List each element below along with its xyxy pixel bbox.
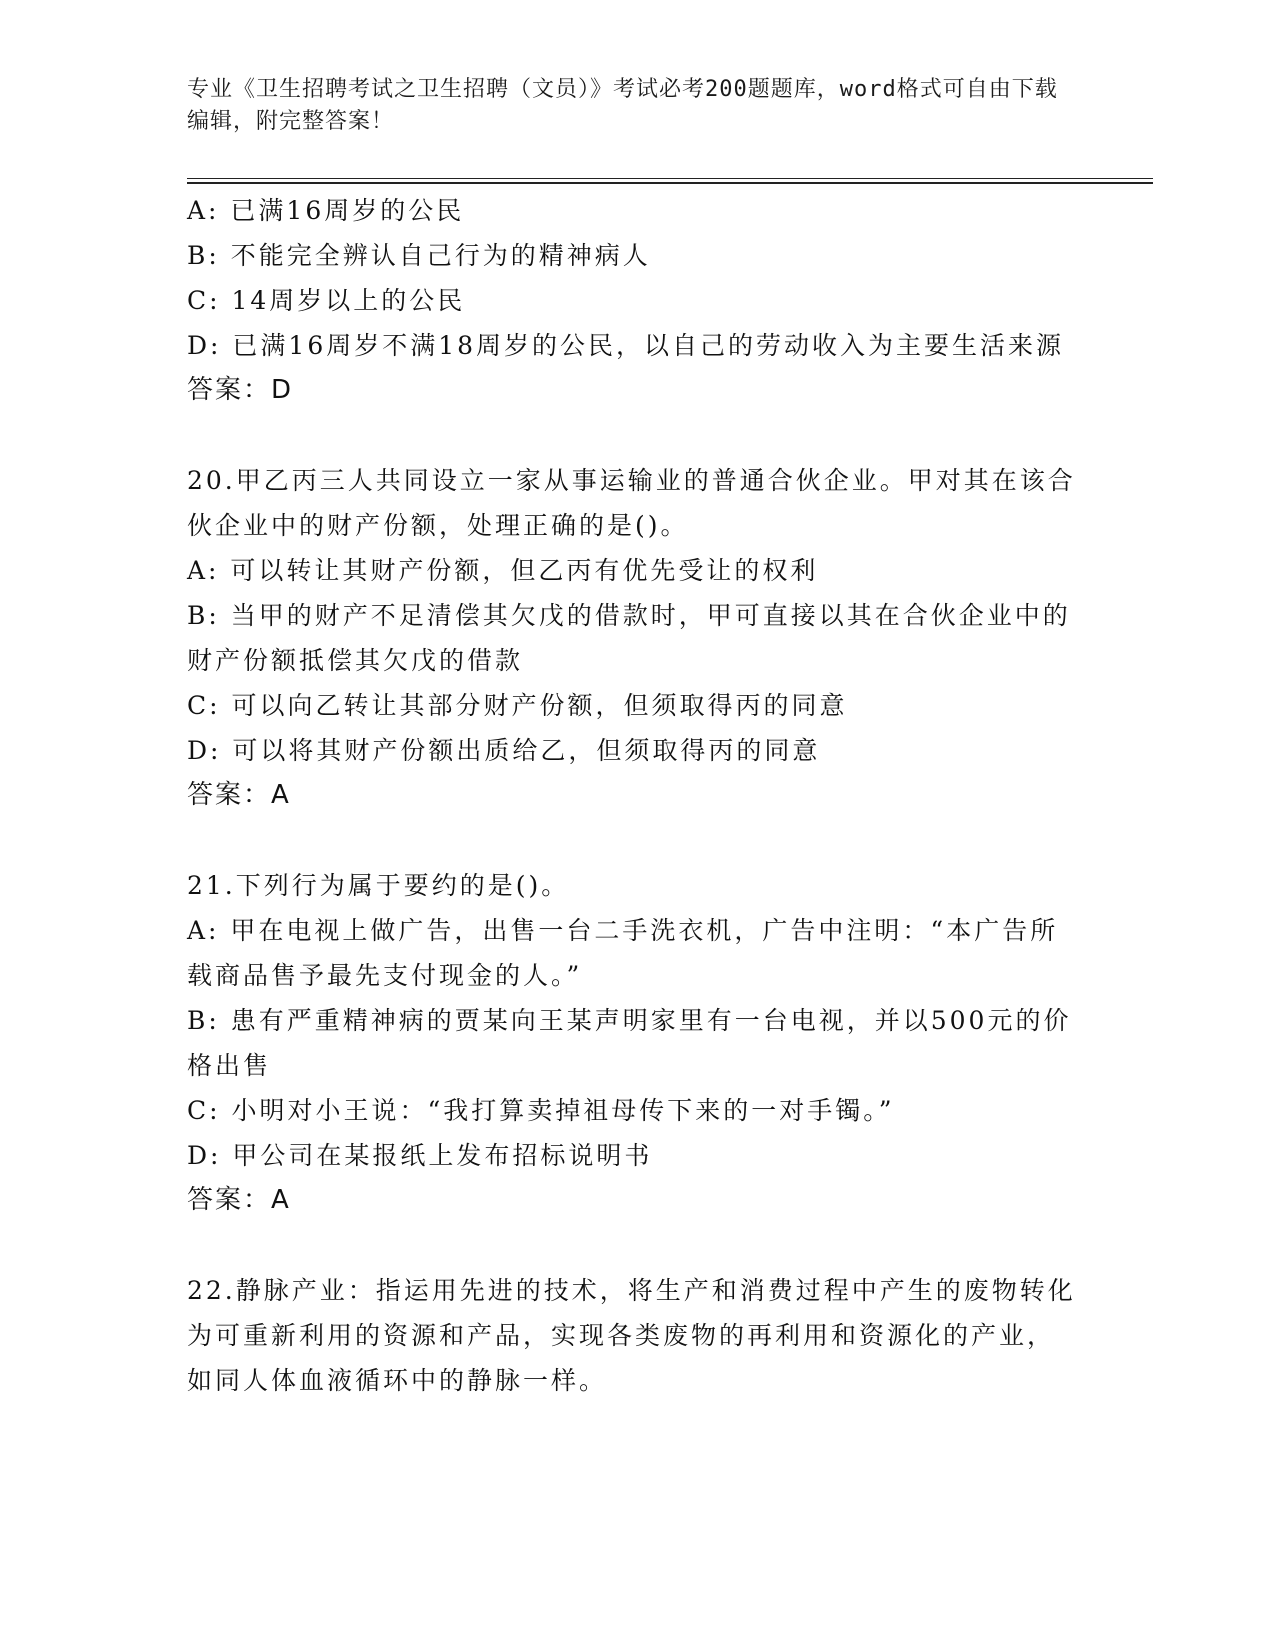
q21-option-c: C: 小明对小王说：“我打算卖掉祖母传下来的一对手镯。” (187, 1096, 895, 1125)
q20-option-d: D: 可以将其财产份额出质给乙，但须取得丙的同意 (187, 736, 821, 765)
header-rule-thick (187, 182, 1153, 184)
document-header: 专业《卫生招聘考试之卫生招聘（文员）》考试必考200题题库，word格式可自由下载编辑，附完整答案！ (187, 77, 1058, 134)
q20-stem: 20.甲乙丙三人共同设立一家从事运输业的普通合伙企业。甲对其在该合伙企业中的财产份额，处理正确的是()。 (187, 466, 1076, 540)
q21-option-a: A: 甲在电视上做广告，出售一台二手洗衣机，广告中注明：“本广告所载商品售予最先支付现金的人。” (187, 916, 1059, 990)
q20-answer: 答案：A (187, 780, 291, 810)
q19-option-c: C: 14周岁以上的公民 (187, 286, 466, 315)
q21-answer: 答案：A (187, 1185, 291, 1215)
q21-option-d: D: 甲公司在某报纸上发布招标说明书 (187, 1141, 653, 1170)
spacer (187, 413, 1077, 458)
header-rule-thin (187, 178, 1153, 179)
q19-answer: 答案：D (187, 375, 294, 405)
q20-option-c: C: 可以向乙转让其部分财产份额，但须取得丙的同意 (187, 691, 848, 720)
q19-option-a: A: 已满16周岁的公民 (187, 196, 465, 225)
q19-option-d: D: 已满16周岁不满18周岁的公民，以自己的劳动收入为主要生活来源 (187, 331, 1065, 360)
q22-stem: 22.静脉产业：指运用先进的技术，将生产和消费过程中产生的废物转化为可重新利用的资源和产品，实现各类废物的再利用和资源化的产业，如同人体血液循环中的静脉一样。 (187, 1276, 1076, 1395)
q21-stem: 21.下列行为属于要约的是()。 (187, 871, 570, 900)
q20-option-a: A: 可以转让其财产份额，但乙丙有优先受让的权利 (187, 556, 819, 585)
question-content (187, 188, 1077, 1403)
q20-option-b: B: 当甲的财产不足清偿其欠戊的借款时，甲可直接以其在合伙企业中的财产份额抵偿其欠戊的借款 (187, 601, 1071, 675)
q21-option-b: B: 患有严重精神病的贾某向王某声明家里有一台电视，并以500元的价格出售 (187, 1006, 1072, 1080)
spacer (187, 1223, 1077, 1268)
q19-option-b: B: 不能完全辨认自己行为的精神病人 (187, 241, 651, 270)
spacer (187, 818, 1077, 863)
